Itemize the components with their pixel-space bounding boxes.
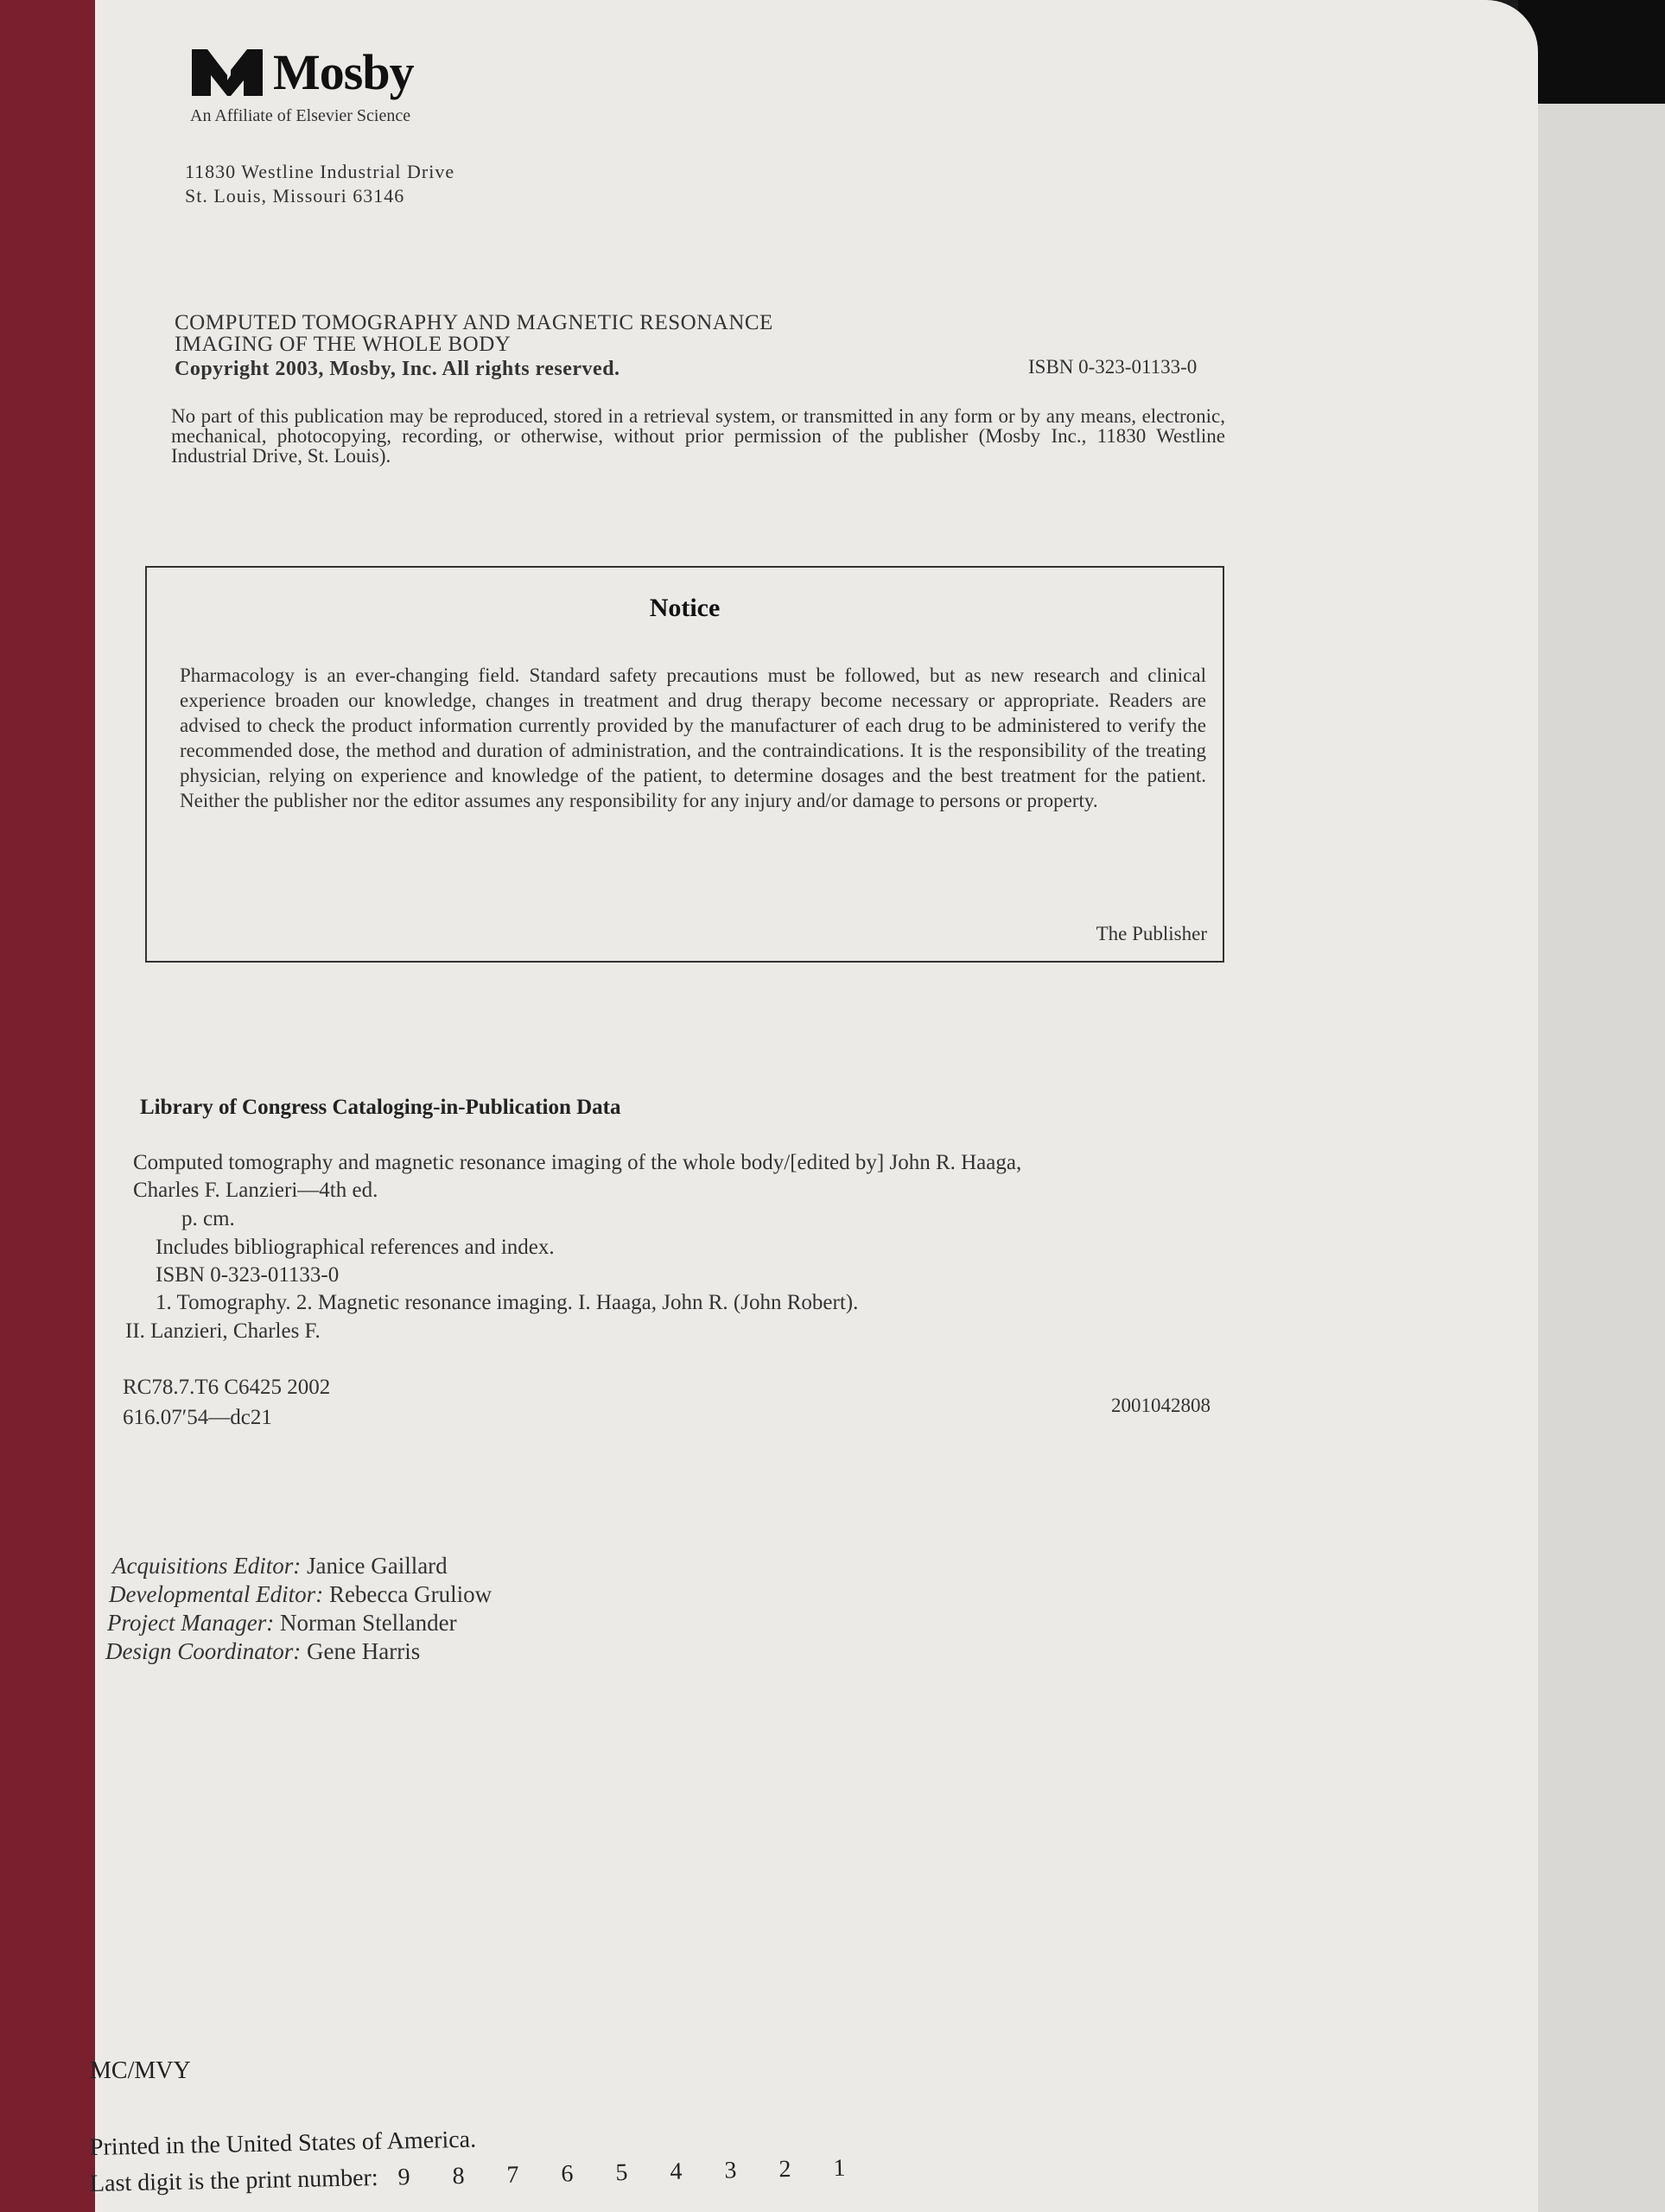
notice-title: Notice — [649, 594, 721, 622]
credit-name: Norman Stellander — [279, 1610, 457, 1636]
cip-line-3: p. cm. — [181, 1207, 235, 1230]
cip-line-4: Includes bibliographical references and index. — [156, 1236, 555, 1259]
credit-acquisitions — [112, 1553, 448, 1580]
print-digits: 9 8 7 6 5 4 3 2 1 — [397, 2154, 864, 2191]
isbn: ISBN 0-323-01133-0 — [1028, 356, 1198, 378]
lccn: 2001042808 — [1111, 1395, 1211, 1416]
imprint-code: MC/MVY — [90, 2057, 191, 2084]
credit-name: Gene Harris — [307, 1638, 421, 1664]
publisher-logo — [190, 43, 414, 101]
cip-heading: Library of Congress Cataloging-in-Publication Data — [140, 1096, 621, 1119]
credit-role: Design Coordinator: — [105, 1638, 302, 1664]
printed-in: Printed in the United States of America. — [89, 2126, 477, 2161]
credit-design — [105, 1638, 420, 1665]
copyright-line: Copyright 2003, Mosby, Inc. All rights reserved. — [175, 358, 620, 380]
credit-name: Janice Gaillard — [307, 1553, 448, 1579]
cip-line-2: Charles F. Lanzieri—4th ed. — [133, 1179, 378, 1202]
next-page-edge — [1521, 104, 1665, 2212]
credit-developmental — [109, 1581, 492, 1608]
book-title-line-2: IMAGING OF THE WHOLE BODY — [175, 333, 512, 356]
publisher-affiliation: An Affiliate of Elsevier Science — [190, 106, 411, 125]
notice-box — [145, 566, 1224, 963]
logo-text: Mosby — [273, 44, 414, 100]
call-number-2: 616.07′54—dc21 — [123, 1406, 272, 1429]
cip-line-5: ISBN 0-323-01133-0 — [156, 1263, 340, 1287]
copyright-page — [89, 0, 1538, 2212]
credit-name: Rebecca Gruliow — [328, 1581, 493, 1607]
book-title-line-1: COMPUTED TOMOGRAPHY AND MAGNETIC RESONANCE — [175, 311, 773, 334]
notice-body: Pharmacology is an ever-changing field. Standard safety precautions must be followed, but as new research and clinical experience broaden our knowledge, changes in treatment and drug therapy become necessary or appropriate. Readers are advised to check the product information currently provided by the manufacturer of each drug to be administered to verify the recommended dose, the method and duration of administration, and the contraindications. It is the responsibility of the treating physician, relying on experience and knowledge of the patient, to determine dosages and the best treatment for the patient. Neither the publisher nor the editor assumes any responsibility for any injury and/or damage to persons or property. — [180, 664, 1206, 811]
credit-project-manager — [107, 1610, 457, 1637]
cip-line-1: Computed tomography and magnetic resonance imaging of the whole body/[edited by] John R. Haaga, — [133, 1151, 1022, 1174]
credit-role: Developmental Editor: — [109, 1581, 324, 1607]
credit-role: Acquisitions Editor: — [112, 1553, 302, 1579]
print-number-label: Last digit is the print number: — [89, 2164, 378, 2197]
call-number-1: RC78.7.T6 C6425 2002 — [123, 1376, 331, 1399]
notice-signature: The Publisher — [1096, 923, 1207, 944]
rights-statement: No part of this publication may be reproduced, stored in a retrieval system, or transmitted in any form or by any means, electronic, mechanical, photocopying, recording, or otherwise, without prior permission of the publisher (Mosby Inc., 11830 Westline Industrial Drive, St. Louis). — [171, 405, 1225, 467]
print-number-line — [90, 2154, 864, 2198]
book-cover-edge — [0, 0, 104, 2212]
cip-line-6: 1. Tomography. 2. Magnetic resonance imaging. I. Haaga, John R. (John Robert). — [156, 1291, 859, 1314]
address-line-1: 11830 Westline Industrial Drive — [185, 161, 455, 182]
credit-role: Project Manager: — [107, 1610, 275, 1636]
address-line-2: St. Louis, Missouri 63146 — [185, 185, 405, 207]
mosby-m-icon — [190, 46, 264, 99]
cip-line-7: II. Lanzieri, Charles F. — [125, 1319, 321, 1343]
